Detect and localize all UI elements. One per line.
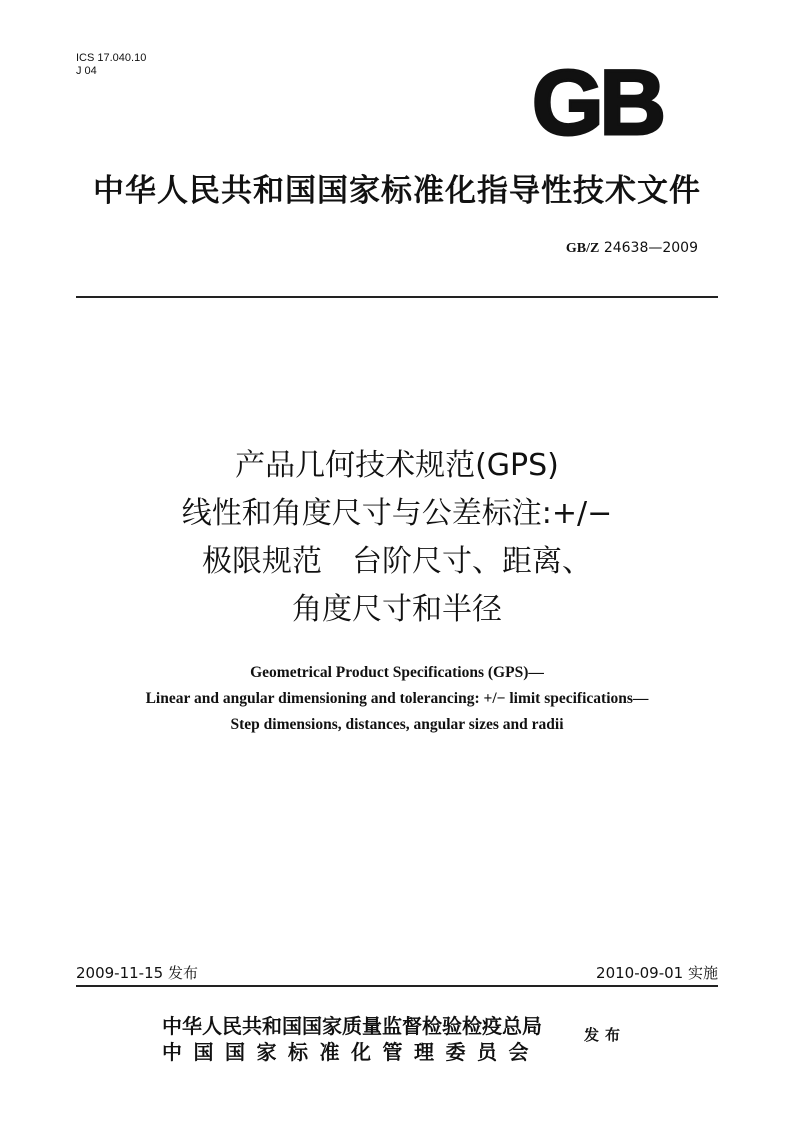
issuer-sac: 中国国家标准化管理委员会 [162, 1040, 540, 1064]
title-cn-line-4: 角度尺寸和半径 [292, 592, 502, 627]
title-cn-line-1: 产品几何技术规范(GPS) [235, 448, 559, 483]
title-cn-line-2: 线性和角度尺寸与公差标注:+/− [181, 496, 613, 531]
footer-divider [76, 985, 718, 987]
document-number [566, 240, 698, 257]
issuer-aqsiq: 中华人民共和国国家质量监督检验检疫总局 [162, 1014, 542, 1038]
publish-label: 发布 [584, 1026, 627, 1044]
gb-logo [520, 64, 674, 138]
issue-date: 2009-11-15 发布 [76, 964, 198, 982]
document-number-value: 24638—2009 [603, 240, 698, 256]
effective-date: 2010-09-01 实施 [596, 964, 718, 982]
ccs-code: J 04 [76, 65, 97, 77]
document-number-prefix: GB/Z [565, 241, 600, 256]
document-type: 中华人民共和国国家标准化指导性技术文件 [93, 173, 701, 209]
svg-text:GB: GB [532, 64, 662, 138]
title-en-line-1: Geometrical Product Specifications (GPS)— [250, 664, 544, 681]
ics-code: ICS 17.040.10 [76, 52, 147, 64]
title-en-line-3: Step dimensions, distances, angular sizes and radii [230, 716, 564, 733]
header-divider [76, 296, 718, 298]
title-en-line-2: Linear and angular dimensioning and tolerancing: +/− limit specifications— [145, 690, 649, 707]
title-cn-line-3: 极限规范 台阶尺寸、距离、 [202, 544, 592, 579]
classification-codes [76, 52, 146, 78]
